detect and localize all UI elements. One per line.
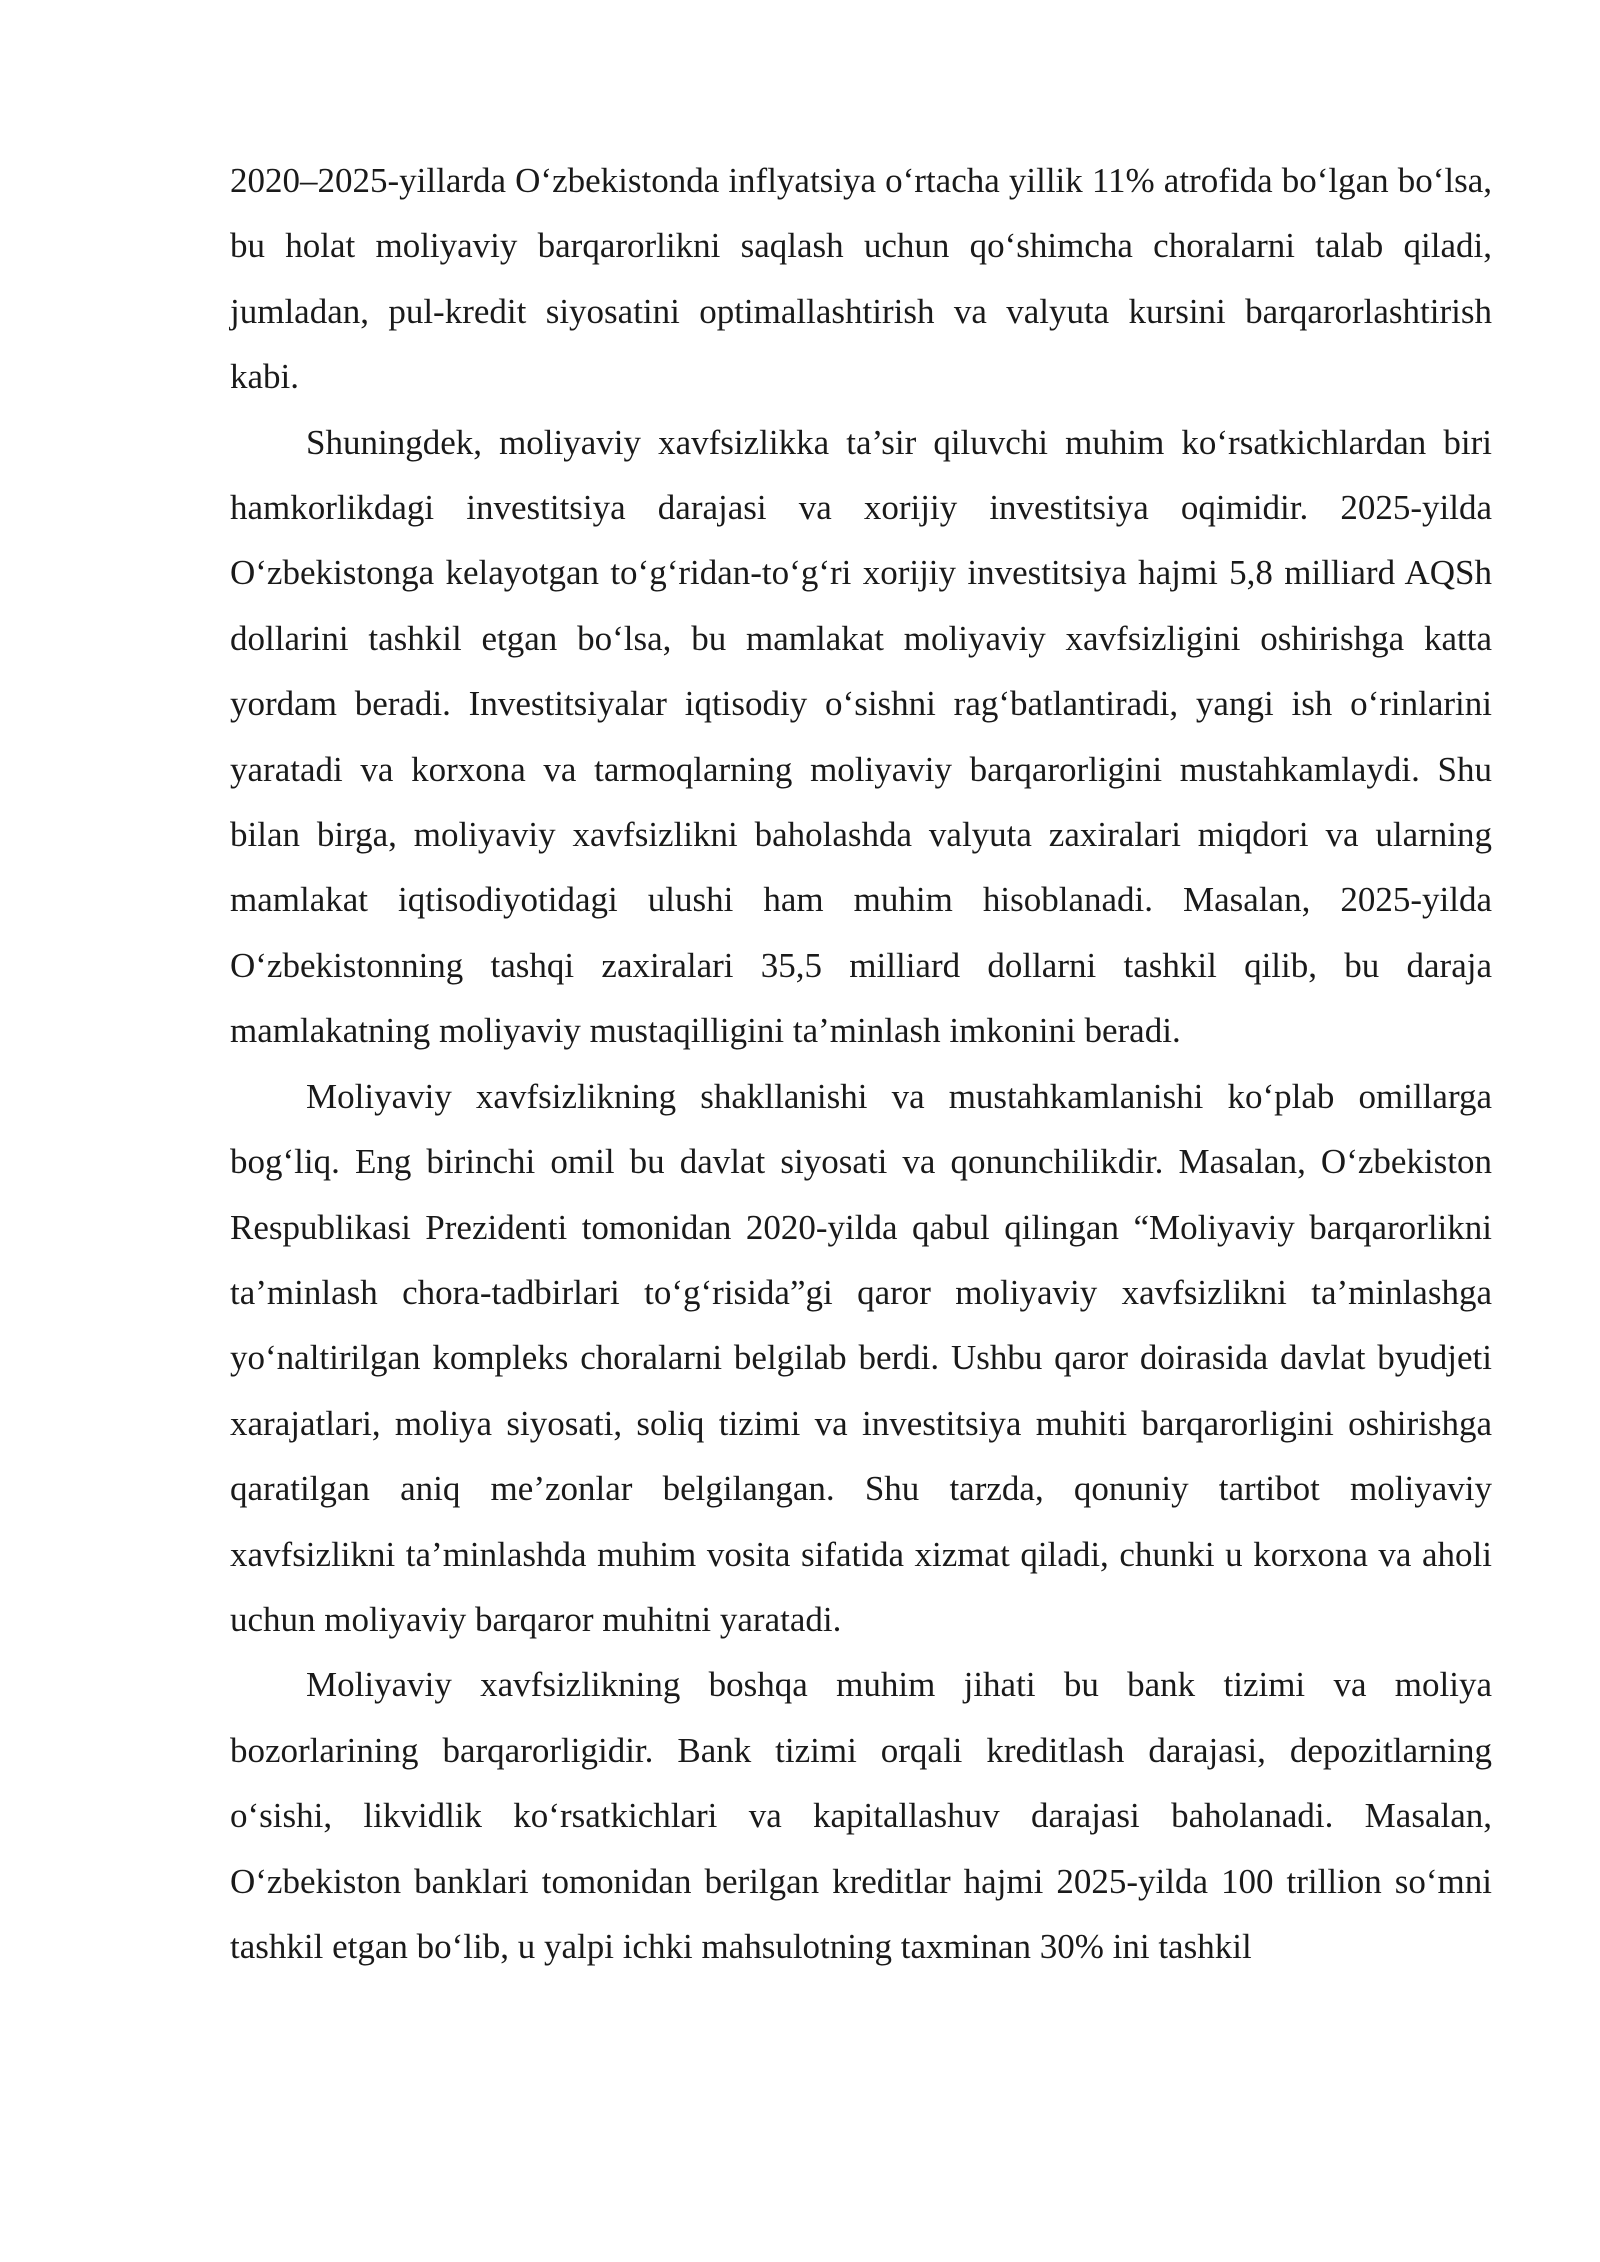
document-page — [230, 148, 1492, 1979]
paragraph-policy: Moliyaviy xavfsizlikning shakllanishi va mustahkamlanishi ko‘plab omillarga bog‘liq. Eng birinchi omil bu davlat siyosati va qonunchilikdir. Masalan, O‘zbekiston Respublikasi Prezidenti tomonidan 2020-yilda qabul qilingan “Moliyaviy barqarorlikni ta’minlash chora-tadbirlari to‘g‘risida”gi qaror moliyaviy xavfsizlikni ta’minlashga yo‘naltirilgan kompleks choralarni belgilab berdi. Ushbu qaror doirasida davlat byudjeti xarajatlari, moliya siyosati, soliq tizimi va investitsiya muhiti barqarorligini oshirishga qaratilgan aniq me’zonlar belgilangan. Shu tarzda, qonuniy tartibot moliyaviy xavfsizlikni ta’minlashda muhim vosita sifatida xizmat qiladi, chunki u korxona va aholi uchun moliyaviy barqaror muhitni yaratadi. — [230, 1076, 1492, 1639]
paragraph-investment: Shuningdek, moliyaviy xavfsizlikka ta’sir qiluvchi muhim ko‘rsatkichlardan biri hamkorlikdagi investitsiya darajasi va xorijiy investitsiya oqimidir. 2025-yilda O‘zbekistonga kelayotgan to‘g‘ridan-to‘g‘ri xorijiy investitsiya hajmi 5,8 milliard AQSh dollarini tashkil etgan bo‘lsa, bu mamlakat moliyaviy xavfsizligini oshirishga katta yordam beradi. Investitsiyalar iqtisodiy o‘sishni rag‘batlantiradi, yangi ish o‘rinlarini yaratadi va korxona va tarmoqlarning moliyaviy barqarorligini mustahkamlaydi. Shu bilan birga, moliyaviy xavfsizlikni baholashda valyuta zaxiralari miqdori va ularning mamlakat iqtisodiyotidagi ulushi ham muhim hisoblanadi. Masalan, 2025-yilda O‘zbekistonning tashqi zaxiralari 35,5 milliard dollarni tashkil qilib, bu daraja mamlakatning moliyaviy mustaqilligini ta’minlash imkonini beradi. — [230, 422, 1492, 1051]
paragraph-inflation: 2020–2025-yillarda O‘zbekistonda inflyatsiya o‘rtacha yillik 11% atrofida bo‘lgan bo‘lsa, bu holat moliyaviy barqarorlikni saqlash uchun qo‘shimcha choralarni talab qiladi, jumladan, pul-kredit siyosatini optimallashtirish va valyuta kursini barqarorlashtirish kabi. — [230, 161, 1492, 397]
paragraph-banking: Moliyaviy xavfsizlikning boshqa muhim jihati bu bank tizimi va moliya bozorlarining barqarorligidir. Bank tizimi orqali kreditlash darajasi, depozitlarning o‘sishi, likvidlik ko‘rsatkichlari va kapitallashuv darajasi baholanadi. Masalan, O‘zbekiston banklari tomonidan berilgan kreditlar hajmi 2025-yilda 100 trillion so‘mni tashkil etgan bo‘lib, u yalpi ichki mahsulotning taxminan 30% ini tashkil — [230, 1665, 1492, 1966]
